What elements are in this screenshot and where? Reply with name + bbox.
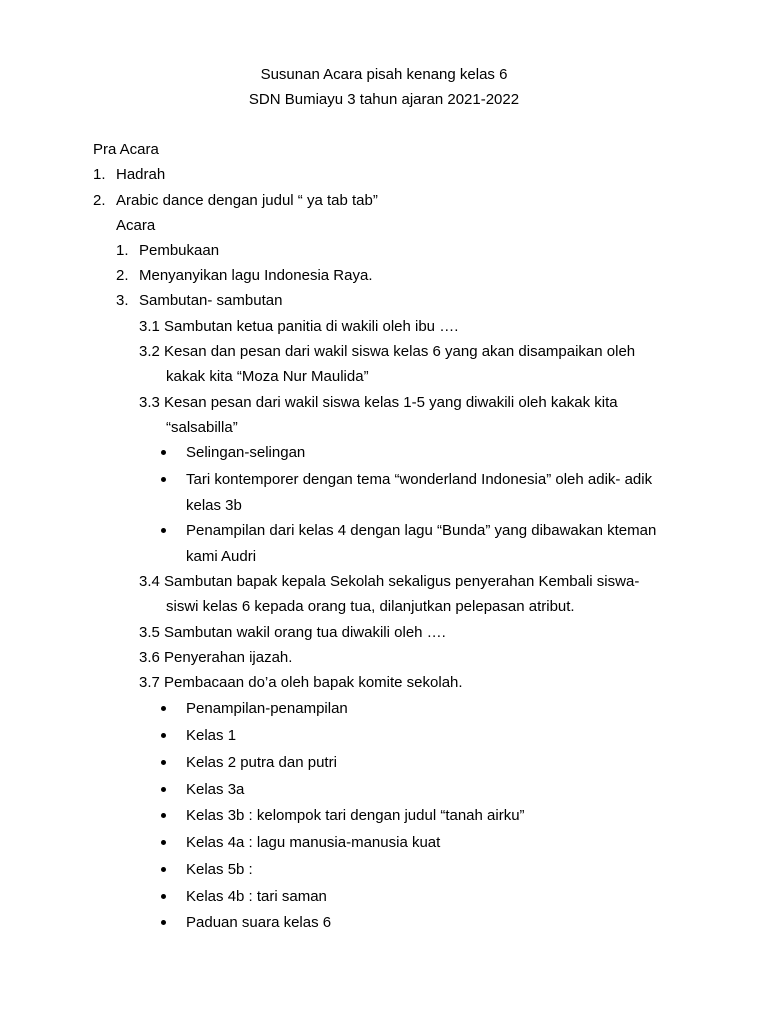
bullet-dot bbox=[161, 760, 166, 765]
bullet-item: Kelas 4b : tari saman bbox=[186, 888, 327, 905]
acara-item-1: Pembukaan bbox=[139, 242, 220, 259]
bullet-dot bbox=[161, 867, 166, 872]
bullet-dot bbox=[161, 813, 166, 818]
bullet-item: Kelas 3b : kelompok tari dengan judul “tanah airku” bbox=[186, 807, 525, 824]
title-line-1: Susunan Acara pisah kenang kelas 6 bbox=[260, 66, 508, 83]
acara-num-3: 3. bbox=[116, 292, 129, 309]
bullet-item: Kelas 5b : bbox=[186, 861, 253, 878]
bullet-item-cont: kelas 3b bbox=[186, 497, 242, 514]
acara-num-2: 2. bbox=[116, 267, 129, 284]
bullet-dot bbox=[161, 894, 166, 899]
bullet-item: Penampilan-penampilan bbox=[186, 700, 348, 717]
sub-item-3-3-cont: “salsabilla” bbox=[166, 419, 238, 436]
bullet-dot bbox=[161, 920, 166, 925]
pra-acara-num-1: 1. bbox=[93, 166, 106, 183]
sub-item-3-3: 3.3 Kesan pesan dari wakil siswa kelas 1-5 yang diwakili oleh kakak kita bbox=[139, 394, 618, 411]
bullet-item: Penampilan dari kelas 4 dengan lagu “Bunda” yang dibawakan kteman bbox=[186, 522, 657, 539]
bullet-dot bbox=[161, 787, 166, 792]
bullet-dot bbox=[161, 706, 166, 711]
bullet-item-cont: kami Audri bbox=[186, 548, 257, 565]
bullet-item: Kelas 3a bbox=[186, 781, 245, 798]
acara-heading: Acara bbox=[116, 217, 156, 234]
sub-item-3-5: 3.5 Sambutan wakil orang tua diwakili oleh …. bbox=[139, 624, 446, 641]
title-line-2: SDN Bumiayu 3 tahun ajaran 2021-2022 bbox=[248, 91, 520, 108]
bullet-dot bbox=[161, 840, 166, 845]
sub-item-3-4-cont: siswi kelas 6 kepada orang tua, dilanjutkan pelepasan atribut. bbox=[166, 598, 575, 615]
sub-item-3-7: 3.7 Pembacaan do’a oleh bapak komite sekolah. bbox=[139, 674, 463, 691]
bullet-item: Kelas 1 bbox=[186, 727, 237, 744]
sub-item-3-2-cont: kakak kita “Moza Nur Maulida” bbox=[166, 368, 369, 385]
bullet-item: Tari kontemporer dengan tema “wonderland Indonesia” oleh adik- adik bbox=[186, 471, 653, 488]
sub-item-3-2: 3.2 Kesan dan pesan dari wakil siswa kelas 6 yang akan disampaikan oleh bbox=[139, 343, 636, 360]
acara-item-3: Sambutan- sambutan bbox=[139, 292, 283, 309]
bullet-dot bbox=[161, 528, 166, 533]
pra-acara-num-2: 2. bbox=[93, 192, 106, 209]
bullet-item: Selingan-selingan bbox=[186, 444, 306, 461]
bullet-item: Kelas 2 putra dan putri bbox=[186, 754, 337, 771]
bullet-dot bbox=[161, 450, 166, 455]
bullet-item: Paduan suara kelas 6 bbox=[186, 914, 332, 931]
sub-item-3-6: 3.6 Penyerahan ijazah. bbox=[139, 649, 293, 666]
pra-acara-item-2: Arabic dance dengan judul “ ya tab tab” bbox=[116, 192, 378, 209]
bullet-dot bbox=[161, 733, 166, 738]
acara-num-1: 1. bbox=[116, 242, 129, 259]
acara-item-2: Menyanyikan lagu Indonesia Raya. bbox=[139, 267, 373, 284]
sub-item-3-1: 3.1 Sambutan ketua panitia di wakili oleh ibu …. bbox=[139, 318, 459, 335]
bullet-dot bbox=[161, 477, 166, 482]
sub-item-3-4: 3.4 Sambutan bapak kepala Sekolah sekaligus penyerahan Kembali siswa- bbox=[139, 573, 640, 590]
pra-acara-heading: Pra Acara bbox=[93, 141, 159, 158]
bullet-item: Kelas 4a : lagu manusia-manusia kuat bbox=[186, 834, 441, 851]
pra-acara-item-1: Hadrah bbox=[116, 166, 166, 183]
